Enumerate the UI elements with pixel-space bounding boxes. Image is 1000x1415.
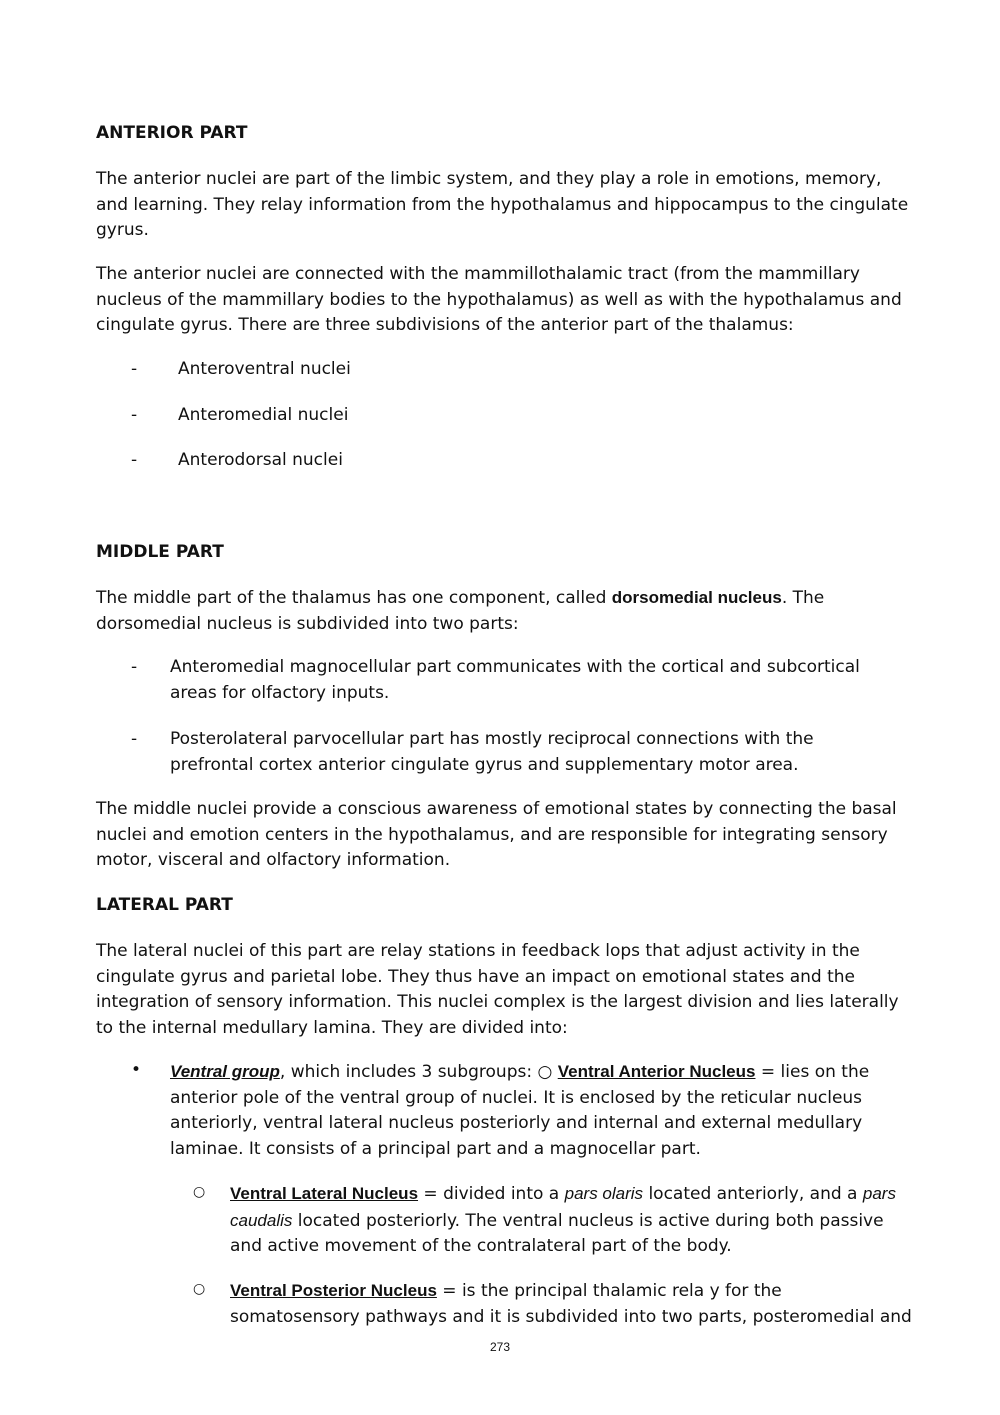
ventral-posterior-nucleus-term: Ventral Posterior Nucleus	[230, 1281, 437, 1300]
list-marker: -	[131, 729, 138, 749]
ventral-lateral-nucleus-item	[230, 1181, 900, 1260]
lateral-paragraph-1: The lateral nuclei of this part are relay stations in feedback lops that adjust activity in the cingulate gyrus and parietal lobe. They thus have an impact on emotional states and the integration of sensory information. This nuclei complex is the largest division and lies laterally to the internal medullary lamina. They are divided into:	[96, 941, 899, 1038]
section-heading-anterior: ANTERIOR PART	[96, 123, 248, 143]
list-marker: -	[131, 657, 138, 677]
middle-paragraph-2: The middle nuclei provide a conscious awareness of emotional states by connecting the basal nuclei and emotion centers in the hypothalamus, and are responsible for integrating sensory motor, visceral and olfactory information.	[96, 799, 897, 870]
bullet-marker: •	[131, 1060, 142, 1080]
pars-olaris-term: pars olaris	[564, 1184, 644, 1203]
list-item-posterolateral-parvocellular: Posterolateral parvocellular part has mostly reciprocal connections with the prefrontal cortex anterior cingulate gyrus and supplementary motor area.	[170, 729, 814, 775]
ventral-group-item	[170, 1059, 900, 1162]
dorsomedial-nucleus-term: dorsomedial nucleus	[611, 588, 782, 607]
section-heading-middle: MIDDLE PART	[96, 542, 224, 562]
list-item-anterodorsal: Anterodorsal nuclei	[178, 450, 343, 470]
ventral-lateral-text-2: located anteriorly, and a	[643, 1184, 863, 1204]
ventral-posterior-nucleus-item	[230, 1278, 915, 1330]
ventral-posterior-text: = is the principal thalamic rela y for the somatosensory pathways and it is subdivided into two parts, posteromedial and	[230, 1281, 912, 1327]
ventral-lateral-text-3: located posteriorly. The ventral nucleus is active during both passive and active movement of the contralateral part of the body.	[230, 1210, 884, 1256]
ventral-anterior-nucleus-text: = lies on the anterior pole of the ventral group of nuclei. It is enclosed by the reticular nucleus anteriorly, ventral lateral nucleus posteriorly and internal and external medullary laminae. It consists of a principal part and a magnocellar part.	[170, 1062, 870, 1159]
section-heading-lateral: LATERAL PART	[96, 895, 233, 915]
ventral-lateral-nucleus-term: Ventral Lateral Nucleus	[230, 1184, 419, 1203]
list-item-anteroventral: Anteroventral nuclei	[178, 359, 351, 379]
anterior-paragraph-1: The anterior nuclei are part of the limbic system, and they play a role in emotions, memory, and learning. They relay information from the hypothalamus and hippocampus to the cingulate gyrus.	[96, 169, 909, 240]
ventral-group-term: Ventral group	[170, 1062, 280, 1081]
middle-paragraph-1-start: The middle part of the thalamus has one component, called	[96, 588, 612, 608]
sub-list-marker: ○	[193, 1281, 206, 1297]
ventral-anterior-nucleus-term: Ventral Anterior Nucleus	[557, 1062, 756, 1081]
anterior-paragraph-2: The anterior nuclei are connected with the mammillothalamic tract (from the mammillary nucleus of the mammillary bodies to the hypothalamus) as well as with the hypothalamus and cingulate gyrus. There are three subdivisions of the anterior part of the thalamus:	[96, 264, 902, 335]
list-marker: -	[131, 405, 138, 425]
sub-list-marker: ○	[193, 1184, 206, 1200]
pars-caudalis-term: pars caudalis	[230, 1184, 896, 1230]
ventral-group-text: , which includes 3 subgroups: ○	[279, 1062, 558, 1082]
list-marker: -	[131, 450, 138, 470]
ventral-lateral-text-1: = divided into a	[418, 1184, 565, 1204]
list-item-anteromedial: Anteromedial nuclei	[178, 405, 349, 425]
list-marker: -	[131, 359, 138, 379]
list-item-anteromedial-magnocellular: Anteromedial magnocellular part communicates with the cortical and subcortical areas for olfactory inputs.	[170, 657, 860, 703]
page-number: 273	[489, 1340, 511, 1354]
middle-paragraph-1	[96, 585, 856, 637]
middle-paragraph-1-end: . The dorsomedial nucleus is subdivided into two parts:	[96, 588, 825, 634]
